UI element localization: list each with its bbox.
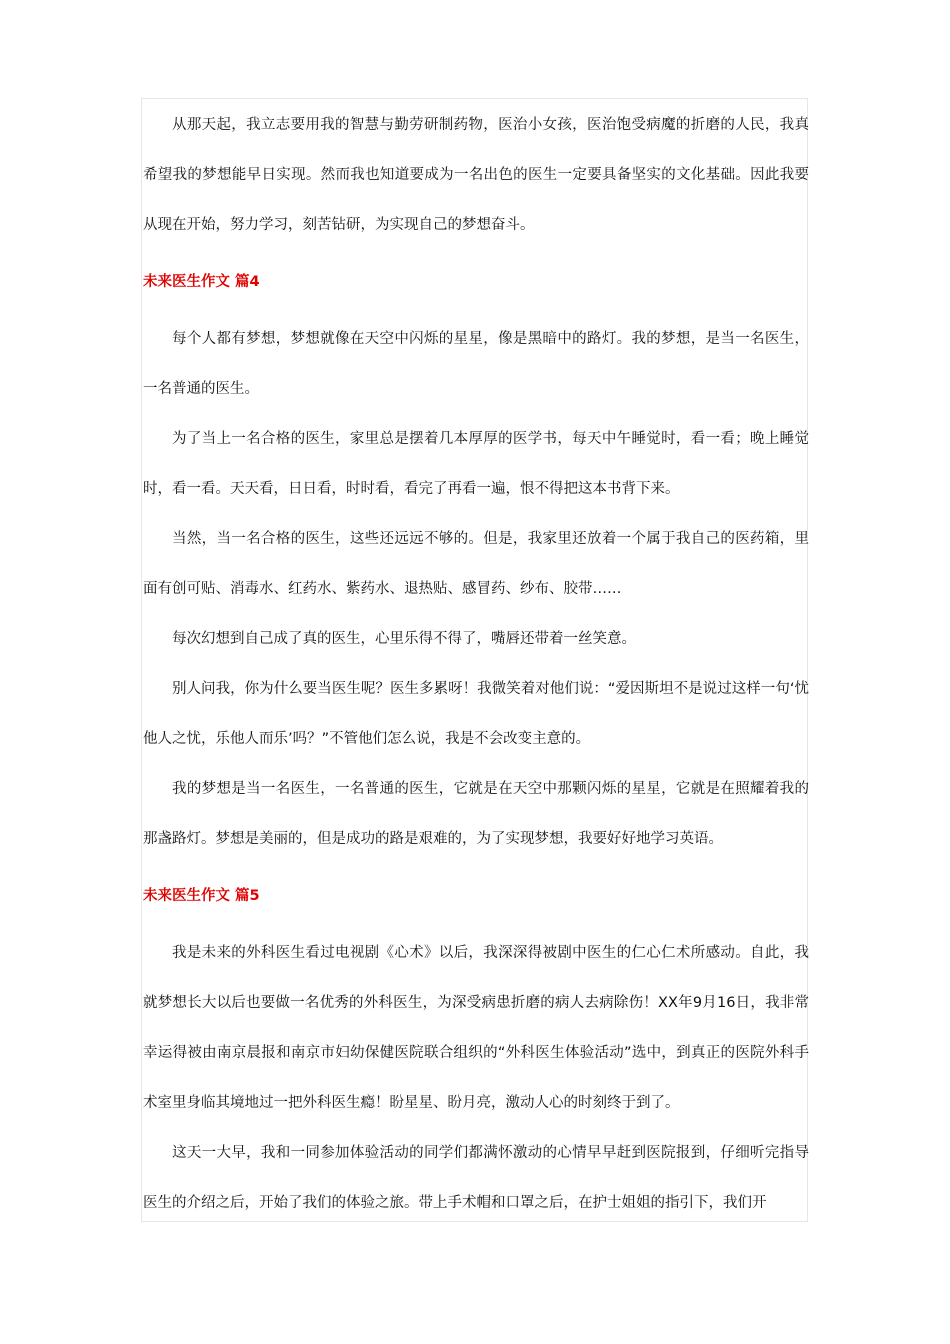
section-heading-4: 未来医生作文 篇4 — [143, 274, 260, 290]
paragraph-5: 每次幻想到自己成了真的医生，心里乐得不得了，嘴唇还带着一丝笑意。 — [172, 631, 636, 647]
paragraph-4: 当然，当一名合格的医生，这些还远远不够的。但是，我家里还放着一个属于我自己的医药箱，里面有创可贴、消毒水、红药水、紫药水、退热贴、感冒药、纱布、胶带…… — [143, 531, 809, 597]
paragraph-6: 别人问我，你为什么要当医生呢？医生多累呀！我微笑着对他们说：“爱因斯坦不是说过这样一句‘忧他人之忧，乐他人而乐’吗？”不管他们怎么说，我是不会改变主意的。 — [143, 681, 809, 747]
paragraph-8: 我是未来的外科医生看过电视剧《心术》以后，我深深得被剧中医生的仁心仁术所感动。自此，我就梦想长大以后也要做一名优秀的外科医生，为深受病患折磨的病人去病除伤！XX年9月16日，我非常幸运得被由南京晨报和南京市妇幼保健医院联合组织的“外科医生体验活动”选中，到真正的医院外科手术室里身临其境地过一把外科医生瘾！盼星星、盼月亮，激动人心的时刻终于到了。 — [143, 945, 809, 1111]
paragraph-1: 从那天起，我立志要用我的智慧与勤劳研制药物，医治小女孩，医治饱受病魔的折磨的人民，我真希望我的梦想能早日实现。然而我也知道要成为一名出色的医生一定要具备坚实的文化基础。因此我要从现在开始，努力学习，刻苦钻研，为实现自己的梦想奋斗。 — [143, 117, 809, 233]
document-body — [143, 100, 809, 1228]
paragraph-2: 每个人都有梦想，梦想就像在天空中闪烁的星星，像是黑暗中的路灯。我的梦想，是当一名医生，一名普通的医生。 — [143, 331, 809, 397]
paragraph-3: 为了当上一名合格的医生，家里总是摆着几本厚厚的医学书，每天中午睡觉时，看一看；晚上睡觉时，看一看。天天看，日日看，时时看，看完了再看一遍，恨不得把这本书背下来。 — [143, 431, 809, 497]
section-heading-5: 未来医生作文 篇5 — [143, 888, 260, 904]
paragraph-9: 这天一大早，我和一同参加体验活动的同学们都满怀激动的心情早早赶到医院报到，仔细听完指导医生的介绍之后，开始了我们的体验之旅。带上手术帽和口罩之后，在护士姐姐的指引下，我们开 — [143, 1145, 809, 1211]
paragraph-7: 我的梦想是当一名医生，一名普通的医生，它就是在天空中那颗闪烁的星星，它就是在照耀着我的那盏路灯。梦想是美丽的，但是成功的路是艰难的，为了实现梦想，我要好好地学习英语。 — [143, 781, 809, 847]
